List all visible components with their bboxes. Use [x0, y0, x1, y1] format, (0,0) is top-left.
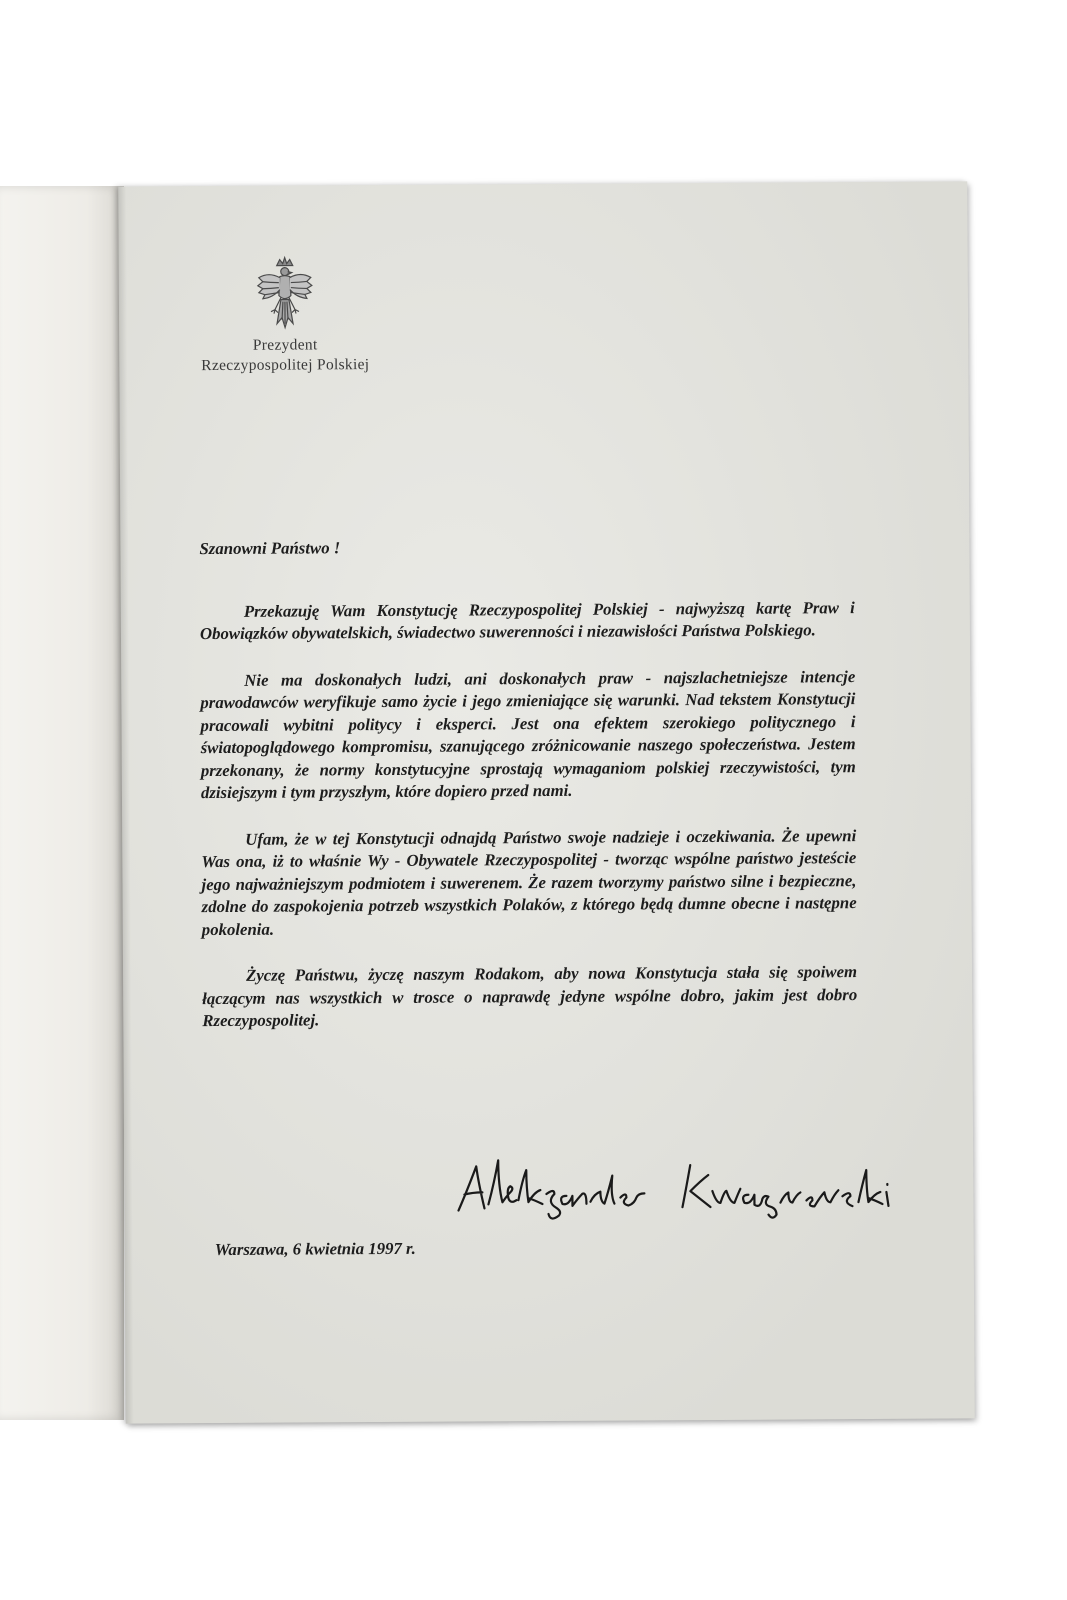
- handwritten-signature: [454, 1150, 894, 1223]
- white-eagle-emblem-icon: [255, 255, 315, 331]
- paragraph-3: Ufam, że w tej Konstytucji odnajdą Państwo swoje nadzieje i oczekiwania. Że upewni Was ona, iż to właśnie Wy - Obywatele Rzeczypospolitej - tworząc wspólne państwo jesteście jego najważniejszym podmiotem i suwerenem. Że razem tworzymy państwo silne i bezpieczne, zdolne do zaspokojenia potrzeb wszystkich Polaków, z którego będą dumne obecne i następne pokolenia.: [201, 825, 857, 939]
- letterhead: [175, 335, 395, 376]
- paragraph-4: Życzę Państwu, życzę naszym Rodakom, aby nowa Konstytucja stała się spoiwem łączącym nas wszystkich w trosce o naprawdę jedyne wspólne dobro, jakim jest dobro Rzeczypospolitej.: [202, 962, 858, 1031]
- letterhead-subtitle: Rzeczypospolitej Polskiej: [201, 356, 370, 375]
- paragraph-1: Przekazuję Wam Konstytucję Rzeczypospolitej Polskiej - najwyższą kartę Praw i Obowiązków obywatelskich, świadectwo suwerenności i niezawisłości Państwa Polskiego.: [199, 597, 855, 644]
- paragraph-2: Nie ma doskonałych ludzi, ani doskonałych praw - najszlachetniejsze intencje prawodawców weryfikuje samo życie i jego zmieniające się warunki. Nad tekstem Konstytucji pracowali wybitni politycy i eksperci. Jest ona efektem szerokiego politycznego i światopoglądowego kompromisu, szanującego zróżnicowanie naszego społeczeństwa. Jestem przekonany, że normy konstytucyjne sprostają wymaganiom polskiej rzeczywistości, tym dzisiejszym i tym przyszłym, które dopiero przed nami.: [200, 666, 856, 803]
- letter-page: [118, 181, 975, 1423]
- place-and-date: Warszawa, 6 kwietnia 1997 r.: [214, 1238, 416, 1260]
- salutation: Szanowni Państwo !: [199, 538, 341, 559]
- letterhead-title: Prezydent: [252, 336, 318, 354]
- letter-body: [199, 534, 857, 1056]
- left-facing-page: [0, 186, 124, 1420]
